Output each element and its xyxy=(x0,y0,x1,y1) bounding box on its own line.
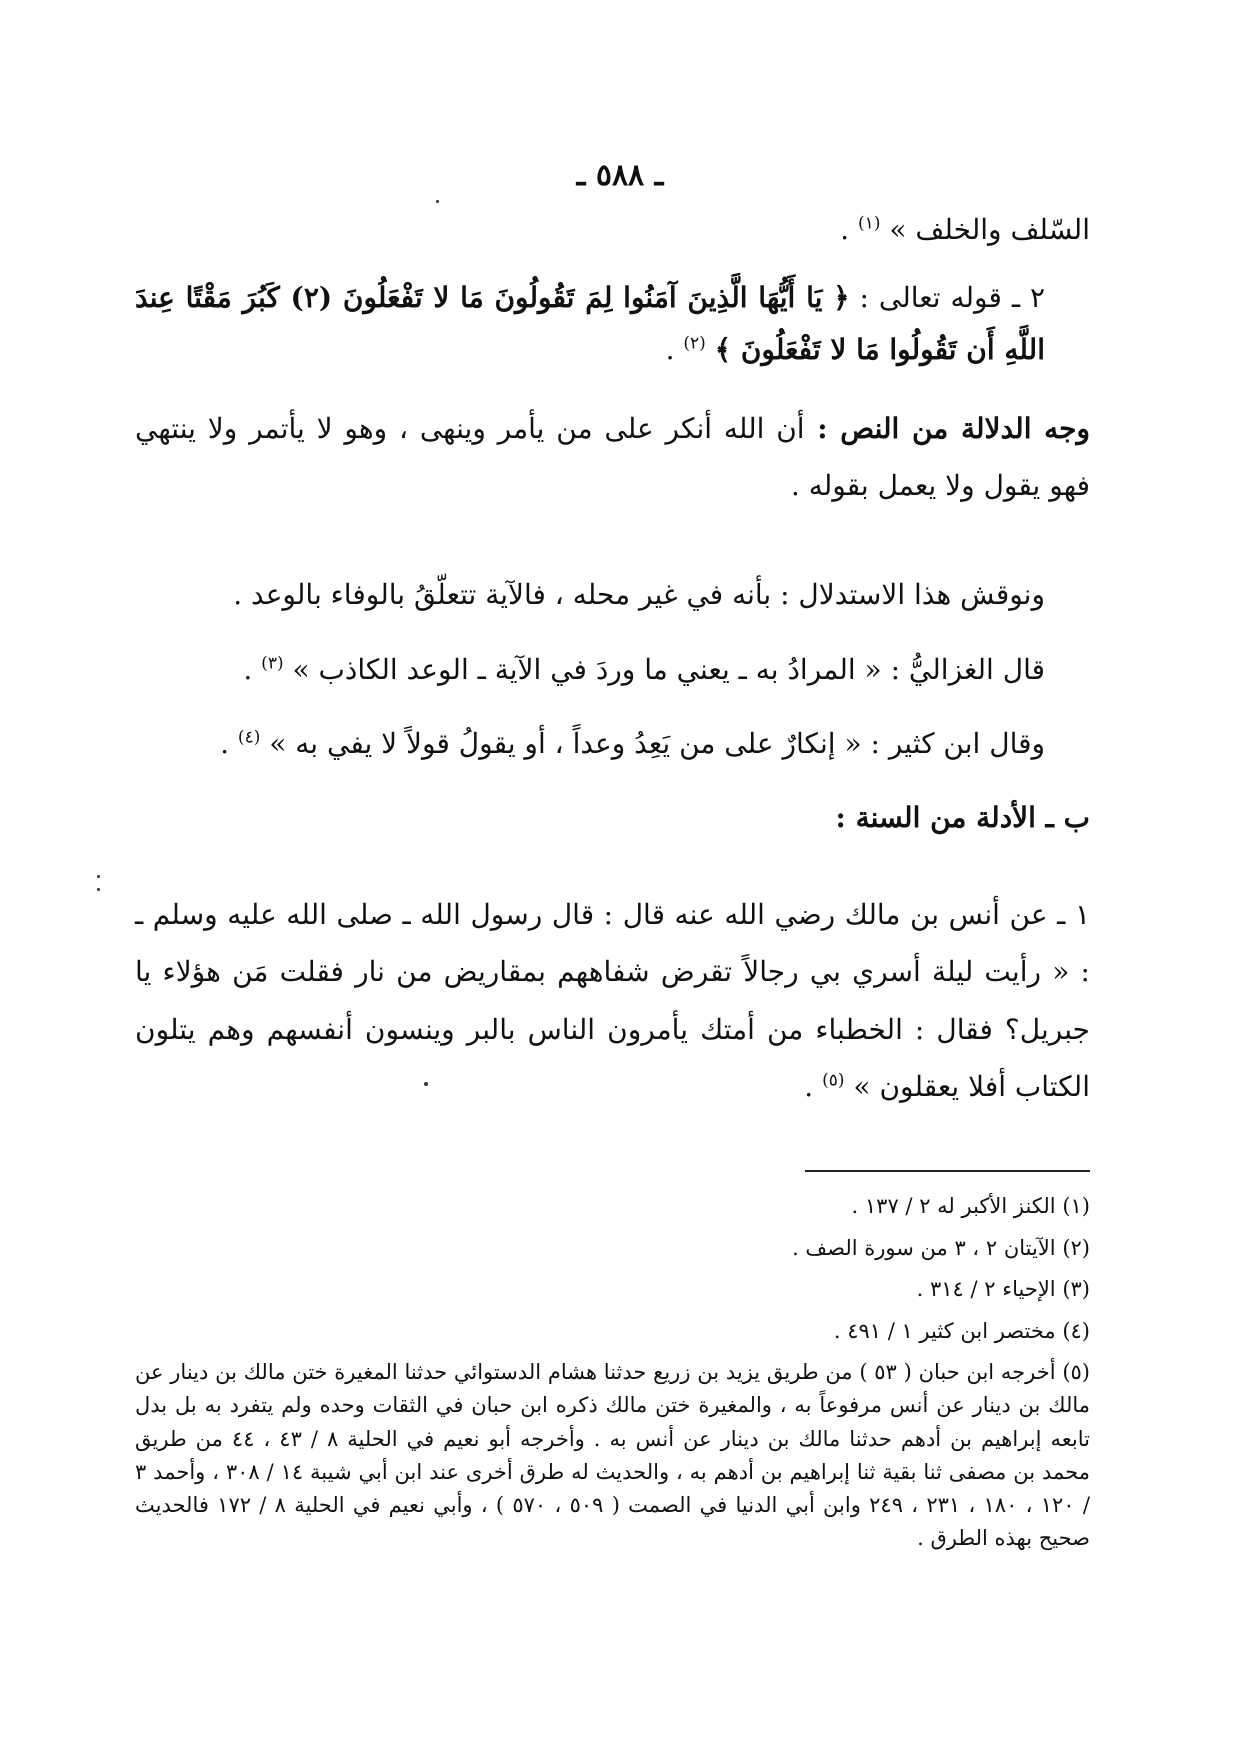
footnote-ref-3: (٣) xyxy=(261,653,284,674)
hadith-1-end: . xyxy=(804,1070,823,1104)
ibn-kathir-text: وقال ابن كثير : « إنكارٌ على من يَعِدُ وعداً ، أو يقولُ قولاً لا يفي به » xyxy=(260,727,1045,760)
ibn-kathir-end: . xyxy=(220,727,238,760)
item-2-prefix: ٢ ـ قوله تعالى : xyxy=(849,281,1046,314)
scan-speck xyxy=(436,200,439,203)
scan-speck xyxy=(97,875,100,878)
wajh-text: أن الله أنكر على من يأمر وينهى ، وهو لا يأتمر ولا ينتهي فهو يقول ولا يعمل بقوله . xyxy=(135,412,1090,503)
salaf-line xyxy=(135,212,1090,248)
wajh-paragraph xyxy=(135,400,1090,515)
hadith-1-text: ١ ـ عن أنس بن مالك رضي الله عنه قال : قال رسول الله ـ صلى الله عليه وسلم ـ : « رأيت ليلة أسري بي رجالاً تقرض شفاههم بمقاريض من نار فقلت مَن هؤلاء يا جبريل؟ فقال : الخطباء من أمتك يأمرون الناس بالبر وينسون أنفسهم وهم يتلون الكتاب أفلا يعقلون » xyxy=(135,898,1090,1104)
footnote-ref-4: (٤) xyxy=(237,727,261,748)
footnote-5: (٥) أخرجه ابن حبان ( ٥٣ ) من طريق يزيد بن زريع حدثنا هشام الدستوائي حدثنا المغيرة ختن مالك بن دينار عن مالك بن دينار عن أنس مرفوعاً به ، والمغيرة ختن مالك ذكره ابن حبان في الثقات وحده ولم يتفرد به بل بدل تابعه إبراهيم بن أدهم حدثنا مالك بن دينار عن أنس به . وأخرجه أبو نعيم في الحلية ٨ / ٤٣ ، ٤٤ من طريق محمد بن مصفى ثنا بقية ثنا إبراهيم بن أدهم به ، والحديث له طرق أخرى عند ابن أبي شيبة ١٤ / ٣٠٨ ، وأحمد ٣ / ١٢٠ ، ١٨٠ ، ٢٣١ ، ٢٤٩ وابن أبي الدنيا في الصمت ( ٥٠٩ ، ٥٧٠ ) ، وأبي نعيم في الحلية ٨ / ١٧٢ فالحديث صحيح بهذه الطرق . xyxy=(135,1360,1090,1551)
nuqish-text: ونوقش هذا الاستدلال : بأنه في غير محله ، فالآية تتعلّقُ بالوفاء بالوعد . xyxy=(233,578,1045,611)
item-2-end: . xyxy=(665,332,684,366)
page-number: ـ ٥٨٨ ـ xyxy=(576,158,664,193)
footnote-separator xyxy=(805,1170,1090,1172)
footnote-ref-1: (١) xyxy=(858,213,881,234)
salaf-end: . xyxy=(840,213,859,246)
footnote-3: (٣) الإحياء ٢ / ٣١٤ . xyxy=(916,1277,1090,1302)
item-2-quran xyxy=(135,272,1090,376)
scan-speck xyxy=(97,888,100,891)
scan-speck xyxy=(424,1082,428,1086)
footnote-4: (٤) مختصر ابن كثير ١ / ٤٩١ . xyxy=(833,1318,1090,1343)
quran-verse: ﴿ يَا أَيُّهَا الَّذِينَ آمَنُوا لِمَ تَقُولُونَ مَا لا تَفْعَلُونَ (٢) كَبُرَ مَقْتًا عِندَ اللَّهِ أَن تَقُولُوا مَا لا تَفْعَلُونَ ﴾ xyxy=(135,281,1045,366)
footnote-2: (٢) الآيتان ٢ ، ٣ من سورة الصف . xyxy=(792,1235,1090,1260)
footnote-ref-2: (٢) xyxy=(683,333,706,354)
section-heading-sunnah: ب ـ الأدلة من السنة : xyxy=(835,801,1090,834)
hadith-1-paragraph xyxy=(135,886,1090,1116)
ghazali-text: قال الغزاليُّ : « المرادُ به ـ يعني ما وردَ في الآية ـ الوعد الكاذب » xyxy=(283,653,1045,686)
ghazali-end: . xyxy=(243,653,262,686)
wajh-label: وجه الدلالة من النص : xyxy=(804,412,1090,445)
footnotes-section xyxy=(135,1190,1090,1564)
footnote-ref-5: (٥) xyxy=(822,1070,845,1091)
nuqish-paragraph xyxy=(90,577,1090,613)
footnote-1: (١) الكنز الأكبر له ٢ / ١٣٧ . xyxy=(851,1194,1090,1218)
ghazali-quote xyxy=(90,652,1090,688)
salaf-text: السّلف والخلف » xyxy=(880,213,1090,246)
ibn-kathir-quote xyxy=(90,726,1090,762)
